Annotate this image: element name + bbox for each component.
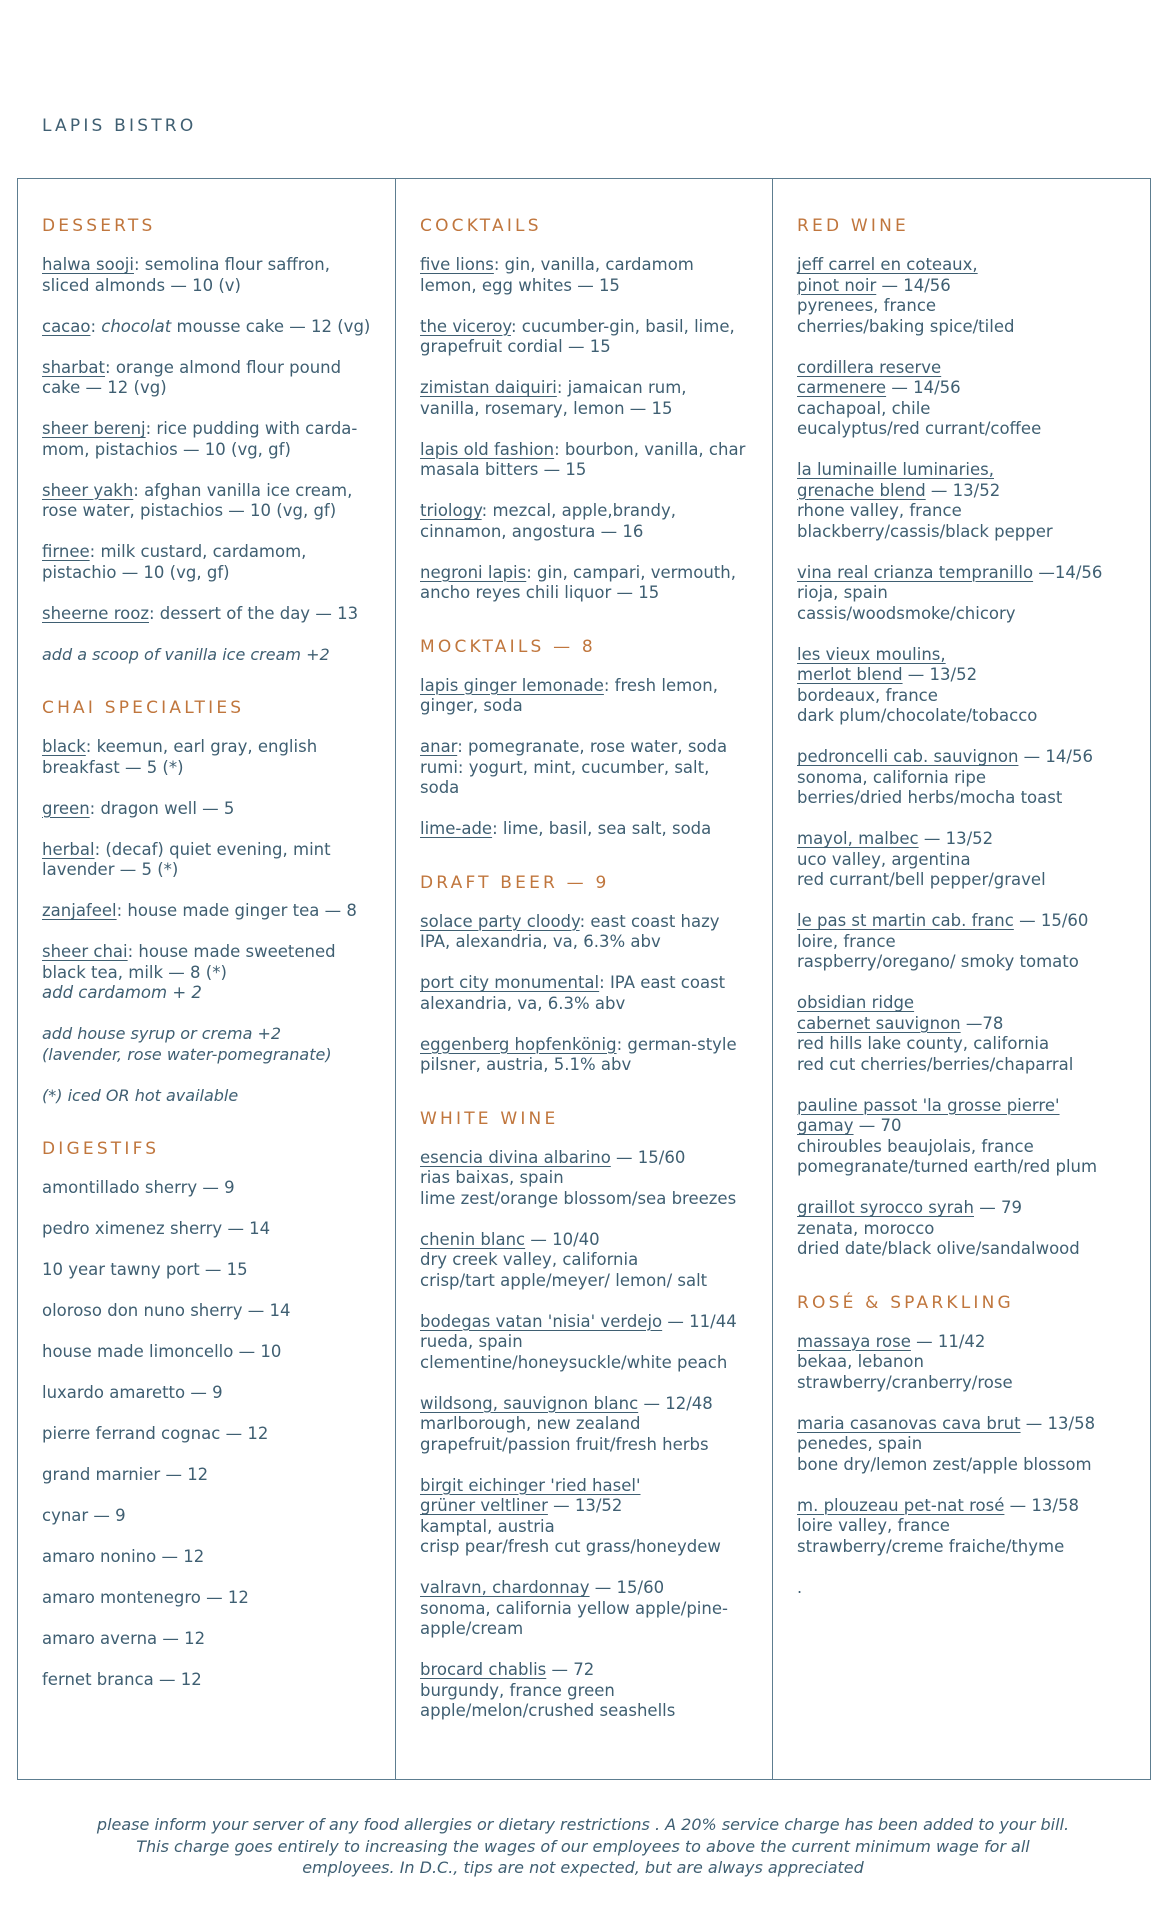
item-desc: : mezcal, apple,brandy, cinnamon, angostura — 16	[420, 501, 676, 541]
item-name: mayol, malbec	[797, 829, 919, 848]
item-desc: : lime, basil, sea salt, soda	[492, 819, 712, 838]
item-name: maria casanovas cava brut	[797, 1413, 1021, 1433]
item-name: sheerne rooz	[42, 603, 149, 623]
digestif-item: 10 year tawny port — 15	[42, 1260, 248, 1279]
item-name: sharbat	[42, 357, 106, 377]
item-name: sheer berenj	[42, 419, 146, 438]
section-draft-beer	[420, 872, 754, 1076]
digestif-item: amaro montenegro — 12	[42, 1588, 249, 1607]
item-desc: — 10/40 dry creek valley, california crisp/tart apple/meyer/ lemon/ salt	[420, 1229, 708, 1290]
menu-column-1	[18, 179, 395, 1779]
item-name: zimistan daiquiri	[420, 378, 557, 397]
item-name: brocard chablis	[420, 1660, 547, 1679]
item-name: the viceroy	[420, 316, 511, 336]
section-title: DESSERTS	[42, 216, 156, 236]
item-desc: : jamaican rum, vanilla, rosemary, lemon — 15	[420, 378, 687, 418]
item-name: bodegas vatan 'nisia' verdejo	[420, 1311, 663, 1331]
digestif-item: grand marnier — 12	[42, 1465, 209, 1484]
footer-notice	[0, 1814, 1166, 1879]
item-name: negroni lapis	[420, 562, 527, 582]
menu-item	[797, 1496, 1132, 1558]
section-title: WHITE WINE	[420, 1108, 559, 1129]
item-desc: —78 red hills lake county, california red cut cherries/berries/chaparral	[797, 1013, 1074, 1074]
item-name: solace party cloody	[420, 911, 580, 931]
section-chai	[42, 697, 377, 1106]
section-cocktails	[420, 215, 754, 604]
menu-item	[420, 378, 754, 419]
dessert-note: add a scoop of vanilla ice cream +2	[42, 644, 330, 664]
section-title: DRAFT BEER — 9	[420, 872, 610, 893]
section-title: MOCKTAILS — 8	[420, 636, 596, 657]
menu-item	[797, 1198, 1132, 1260]
item-name: firnee	[42, 542, 90, 561]
menu-item	[420, 1148, 754, 1210]
item-name: pedroncelli cab. sauvignon	[797, 747, 1019, 766]
menu-item	[420, 1578, 754, 1640]
syrup-note: add house syrup or crema +2 (lavender, rose water-pomegranate)	[42, 1024, 332, 1064]
item-name: lapis old fashion	[420, 439, 555, 459]
item-desc: — 12/48 marlborough, new zealand grapefruit/passion fruit/fresh herbs	[420, 1393, 713, 1454]
item-desc: — 15/60 sonoma, california yellow apple/pine- apple/cream	[420, 1578, 728, 1638]
footer-line: employees. In D.C., tips are not expected, but are always appreciated	[302, 1858, 864, 1877]
item-name: green	[42, 798, 90, 818]
item-name: massaya rose	[797, 1331, 911, 1351]
menu-item	[420, 1476, 754, 1558]
item-name: graillot syrocco syrah	[797, 1198, 975, 1217]
item-desc: — 13/52 rhone valley, france blackberry/cassis/black pepper	[797, 480, 1053, 541]
item-desc: — 14/56 pyrenees, france cherries/baking spice/tiled	[797, 275, 1015, 336]
item-name: lime-ade	[420, 819, 493, 838]
menu-item	[420, 255, 754, 296]
digestif-item: amaro averna — 12	[42, 1629, 206, 1648]
item-desc: : semolina flour saffron, sliced almonds — 10 (v)	[42, 255, 330, 295]
menu-item	[42, 358, 377, 399]
section-title: ROSÉ & SPARKLING	[797, 1292, 1014, 1313]
item-desc: : afghan vanilla ice cream, rose water, pistachios — 10 (vg, gf)	[42, 480, 353, 520]
item-name: anar	[420, 737, 458, 756]
item-name: wildsong, sauvignon blanc	[420, 1393, 639, 1413]
item-desc: : dessert of the day — 13	[148, 603, 359, 623]
item-desc: : house made ginger tea — 8	[116, 901, 357, 920]
menu-item	[797, 1332, 1132, 1394]
item-desc: : milk custard, cardamom, pistachio — 10 (vg, gf)	[42, 542, 307, 582]
item-desc: : IPA east coast alexandria, va, 6.3% abv	[420, 973, 726, 1013]
menu-item	[420, 676, 754, 717]
item-desc: — 15/60 rias baixas, spain lime zest/orange blossom/sea breezes	[420, 1147, 737, 1208]
digestif-item: luxardo amaretto — 9	[42, 1383, 223, 1402]
section-digestifs	[42, 1138, 377, 1691]
item-desc: : house made sweetened black tea, milk — 8 (*)	[42, 942, 336, 982]
item-desc: : rice pudding with carda- mom, pistachios — 10 (vg, gf)	[42, 419, 358, 459]
item-name: zanjafeel	[42, 901, 117, 920]
item-name: eggenberg hopfenkönig	[420, 1034, 617, 1054]
digestif-item: oloroso don nuno sherry — 14	[42, 1301, 291, 1320]
digestif-item: pedro ximenez sherry — 14	[42, 1219, 271, 1238]
item-name: port city monumental	[420, 973, 600, 992]
item-name: birgit eichinger 'ried hasel' grüner veltliner	[420, 1475, 641, 1515]
menu-item	[42, 542, 377, 583]
menu-item	[420, 501, 754, 542]
item-name: cordillera reserve carmenere	[797, 357, 942, 397]
digestif-item: amontillado sherry — 9	[42, 1178, 235, 1197]
item-desc: : orange almond flour pound cake — 12 (vg)	[42, 357, 342, 397]
menu-item	[42, 799, 377, 820]
menu-item	[42, 604, 377, 625]
menu-item	[797, 911, 1132, 973]
section-title: COCKTAILS	[420, 216, 542, 236]
item-desc: — 13/52 bordeaux, france dark plum/chocolate/tobacco	[797, 665, 1038, 725]
footer-line: This charge goes entirely to increasing the wages of our employees to above the current minimum wage for all	[136, 1836, 1030, 1856]
item-name: esencia divina albarino	[420, 1147, 611, 1167]
item-desc: : cucumber-gin, basil, lime, grapefruit cordial — 15	[420, 316, 735, 356]
menu-item	[797, 255, 1132, 337]
item-name: vina real crianza tempranillo	[797, 562, 1034, 582]
item-desc: : german-style pilsner, austria, 5.1% abv	[420, 1034, 737, 1074]
menu-item	[42, 901, 377, 922]
menu-item	[420, 1230, 754, 1292]
menu-item	[42, 255, 377, 296]
menu-item	[42, 317, 377, 338]
iced-hot-note: (*) iced OR hot available	[42, 1085, 239, 1105]
item-desc: — 14/56 cachapoal, chile eucalyptus/red currant/coffee	[797, 378, 1042, 438]
item-name: black	[42, 737, 86, 756]
item-desc: — 11/44 rueda, spain clementine/honeysuckle/white peach	[420, 1311, 737, 1372]
item-name: cacao	[42, 316, 91, 336]
item-name: valravn, chardonnay	[420, 1578, 590, 1597]
trailing-dot: .	[797, 1577, 803, 1597]
item-desc: —14/56 rioja, spain cassis/woodsmoke/chicory	[797, 562, 1103, 623]
menu-item	[420, 1394, 754, 1456]
menu-item	[42, 419, 377, 460]
digestif-item: cynar — 9	[42, 1506, 126, 1525]
item-desc: — 13/52 uco valley, argentina red currant/bell pepper/gravel	[797, 829, 1046, 889]
section-white-wine	[420, 1108, 754, 1722]
item-desc: — 13/58 penedes, spain bone dry/lemon zest/apple blossom	[797, 1413, 1096, 1474]
item-desc: — 15/60 loire, france raspberry/oregano/ smoky tomato	[797, 911, 1089, 971]
digestif-item: amaro nonino — 12	[42, 1547, 205, 1566]
section-title: RED WINE	[797, 216, 909, 236]
item-name: five lions	[420, 255, 494, 274]
item-name: obsidian ridge cabernet sauvignon	[797, 993, 961, 1033]
section-mocktails	[420, 636, 754, 840]
menu-item	[420, 973, 754, 1014]
section-rose-sparkling	[797, 1292, 1132, 1597]
item-desc: : gin, vanilla, cardamom lemon, egg whites — 15	[420, 255, 694, 295]
item-desc: — 79 zenata, morocco dried date/black olive/sandalwood	[797, 1198, 1080, 1258]
menu-item	[797, 993, 1132, 1075]
menu-item	[797, 460, 1132, 542]
section-title: DIGESTIFS	[42, 1139, 160, 1159]
item-desc-italic: chocolat	[101, 316, 172, 336]
item-name: triology	[420, 501, 482, 520]
item-desc: : fresh lemon, ginger, soda	[420, 675, 718, 715]
menu-item	[797, 747, 1132, 809]
item-desc: : pomegranate, rose water, soda rumi: yogurt, mint, cucumber, salt, soda	[420, 737, 728, 797]
footer-line: please inform your server of any food allergies or dietary restrictions . A 20% service charge has been added to your bill.	[96, 1815, 1070, 1834]
digestif-item: pierre ferrand cognac — 12	[42, 1424, 269, 1443]
menu-item	[797, 1414, 1132, 1476]
item-desc: : keemun, earl gray, english breakfast — 5 (*)	[42, 737, 318, 777]
brand-name: LAPIS BISTRO	[42, 116, 197, 136]
section-desserts	[42, 215, 377, 665]
item-name: les vieux moulins, merlot blend	[797, 644, 946, 684]
digestif-item: house made limoncello — 10	[42, 1342, 282, 1361]
item-desc: — 72 burgundy, france green apple/melon/crushed seashells	[420, 1660, 676, 1720]
menu-item	[42, 942, 377, 1004]
section-red-wine	[797, 215, 1132, 1260]
item-name: lapis ginger lemonade	[420, 675, 604, 695]
menu-item	[420, 912, 754, 953]
section-title: CHAI SPECIALTIES	[42, 698, 245, 718]
item-name: sheer chai	[42, 942, 128, 961]
item-note: add cardamom + 2	[42, 983, 202, 1002]
item-desc: : gin, campari, vermouth, ancho reyes chili liquor — 15	[420, 562, 736, 602]
item-name: chenin blanc	[420, 1229, 526, 1249]
item-desc: : east coast hazy IPA, alexandria, va, 6.3% abv	[420, 911, 720, 951]
item-name: herbal	[42, 839, 95, 859]
item-name: halwa sooji	[42, 255, 134, 274]
item-desc: : bourbon, vanilla, char masala bitters — 15	[420, 439, 746, 479]
item-desc: — 70 chiroubles beaujolais, france pomegranate/turned earth/red plum	[797, 1116, 1098, 1176]
item-name: sheer yakh	[42, 480, 134, 500]
item-desc: — 13/58 loire valley, france strawberry/creme fraiche/thyme	[797, 1495, 1079, 1556]
menu-item	[420, 317, 754, 358]
digestif-item: fernet branca — 12	[42, 1670, 202, 1689]
menu-item	[42, 840, 377, 881]
menu-column-3	[772, 179, 1150, 1779]
menu-item	[420, 440, 754, 481]
item-desc: : (decaf) quiet evening, mint lavender — 5 (*)	[42, 839, 331, 879]
item-desc: mousse cake — 12 (vg)	[171, 316, 371, 336]
item-name: jeff carrel en coteaux, pinot noir	[797, 255, 978, 295]
menu-item	[797, 563, 1132, 625]
item-name: la luminaille luminaries, grenache blend	[797, 460, 994, 500]
menu-item	[420, 1660, 754, 1722]
menu-item	[420, 819, 754, 840]
menu-item	[420, 1035, 754, 1076]
menu-item	[420, 737, 754, 799]
item-desc: — 11/42 bekaa, lebanon strawberry/cranberry/rose	[797, 1331, 1013, 1392]
menu-item	[42, 737, 377, 778]
item-desc: — 13/52 kamptal, austria crisp pear/fresh cut grass/honeydew	[420, 1496, 721, 1556]
item-desc: — 14/56 sonoma, california ripe berries/dried herbs/mocha toast	[797, 747, 1093, 807]
menu-item	[42, 481, 377, 522]
item-desc: : dragon well — 5	[89, 798, 235, 818]
menu-item	[420, 563, 754, 604]
item-name: le pas st martin cab. franc	[797, 911, 1014, 930]
menu-item	[797, 358, 1132, 440]
item-name: m. plouzeau pet-nat rosé	[797, 1495, 1005, 1515]
item-name: pauline passot 'la grosse pierre' gamay	[797, 1095, 1060, 1135]
menu-item	[797, 645, 1132, 727]
menu-column-2	[395, 179, 772, 1779]
menu-item	[797, 829, 1132, 891]
menu-grid	[17, 178, 1151, 1780]
item-desc-prefix: :	[90, 316, 102, 336]
menu-item	[797, 1096, 1132, 1178]
menu-item	[420, 1312, 754, 1374]
